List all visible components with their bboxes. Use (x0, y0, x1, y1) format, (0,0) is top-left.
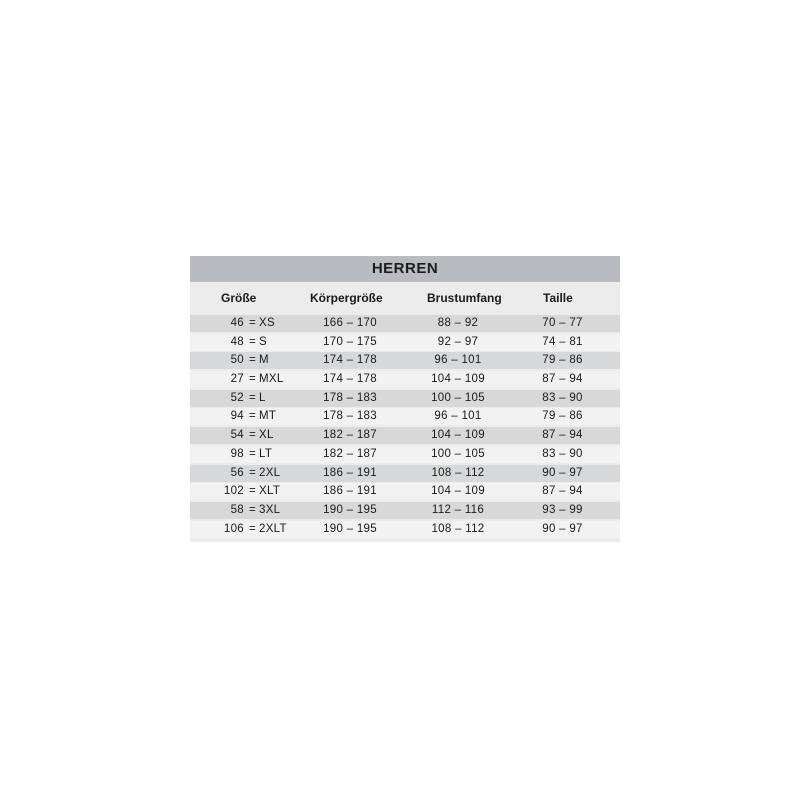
brustumfang-range: 104 – 109 (431, 485, 485, 498)
table-body (190, 315, 620, 539)
size-number: 106 (223, 522, 244, 535)
table-row (190, 521, 620, 538)
taille-range: 74 – 81 (542, 335, 583, 348)
taille-range: 79 – 86 (542, 354, 583, 367)
table-title: HERREN (190, 256, 620, 282)
koerpergroesse-range: 178 – 183 (323, 410, 377, 423)
size-code: 2XLT (259, 522, 287, 535)
size-number: 54 (230, 429, 244, 442)
size-number: 46 (230, 317, 244, 329)
brustumfang-range: 112 – 116 (431, 503, 485, 516)
koerpergroesse-range: 170 – 175 (323, 335, 377, 348)
brustumfang-range: 104 – 109 (431, 429, 485, 442)
taille-range: 83 – 90 (542, 447, 583, 460)
equals-sign: = (249, 429, 257, 442)
taille-range: 79 – 86 (542, 410, 583, 423)
taille-range: 90 – 97 (542, 522, 583, 535)
size-code: XL (259, 429, 274, 442)
table-row (190, 446, 620, 463)
taille-range: 87 – 94 (542, 373, 583, 386)
koerpergroesse-range: 190 – 195 (323, 522, 377, 535)
table-row (190, 390, 620, 407)
brustumfang-range: 96 – 101 (434, 354, 482, 367)
size-code: 3XL (259, 503, 281, 516)
equals-sign: = (249, 503, 257, 516)
koerpergroesse-range: 174 – 178 (323, 354, 377, 367)
size-number: 94 (230, 410, 244, 423)
brustumfang-range: 100 – 105 (431, 447, 485, 460)
brustumfang-range: 92 – 97 (437, 335, 479, 348)
equals-sign: = (249, 354, 257, 367)
koerpergroesse-range: 166 – 170 (323, 317, 377, 329)
size-number: 58 (230, 503, 244, 516)
header-brustumfang: Brustumfang (427, 291, 502, 305)
table-row (190, 427, 620, 444)
size-number: 102 (223, 485, 244, 498)
equals-sign: = (249, 373, 257, 386)
table-row (190, 352, 620, 369)
size-number: 98 (230, 447, 244, 460)
taille-range: 83 – 90 (542, 391, 583, 404)
size-code: LT (259, 447, 273, 460)
equals-sign: = (249, 391, 257, 404)
taille-range: 90 – 97 (542, 466, 583, 479)
equals-sign: = (249, 335, 257, 348)
size-code: MT (259, 410, 277, 423)
size-number: 50 (230, 354, 244, 367)
size-number: 56 (230, 466, 244, 479)
table-row (190, 502, 620, 519)
brustumfang-range: 108 – 112 (431, 466, 485, 479)
size-code: 2XL (259, 466, 281, 479)
brustumfang-range: 108 – 112 (431, 522, 485, 535)
size-code: XLT (259, 485, 281, 498)
brustumfang-range: 88 – 92 (437, 317, 479, 329)
table-row (190, 465, 620, 482)
size-chart-table (190, 256, 620, 542)
size-code: L (259, 391, 266, 404)
koerpergroesse-range: 190 – 195 (323, 503, 377, 516)
size-number: 52 (230, 391, 244, 404)
header-taille: Taille (543, 291, 573, 305)
equals-sign: = (249, 466, 257, 479)
brustumfang-range: 96 – 101 (434, 410, 482, 423)
brustumfang-range: 100 – 105 (431, 391, 485, 404)
size-code: M (259, 354, 269, 367)
size-code: S (259, 335, 267, 348)
koerpergroesse-range: 182 – 187 (323, 447, 377, 460)
size-code: MXL (259, 373, 284, 386)
koerpergroesse-range: 174 – 178 (323, 373, 377, 386)
equals-sign: = (249, 410, 257, 423)
taille-range: 70 – 77 (542, 317, 583, 329)
table-row (190, 371, 620, 388)
table-row (190, 408, 620, 425)
koerpergroesse-range: 178 – 183 (323, 391, 377, 404)
equals-sign: = (249, 522, 257, 535)
koerpergroesse-range: 182 – 187 (323, 429, 377, 442)
header-groesse: Größe (221, 291, 257, 305)
taille-range: 87 – 94 (542, 429, 583, 442)
size-code: XS (259, 317, 275, 329)
table-row (190, 315, 620, 332)
brustumfang-range: 104 – 109 (431, 373, 485, 386)
taille-range: 87 – 94 (542, 485, 583, 498)
equals-sign: = (249, 485, 257, 498)
table-row (190, 483, 620, 500)
koerpergroesse-range: 186 – 191 (323, 466, 377, 479)
size-number: 27 (230, 373, 244, 386)
header-koerpergroesse: Körpergröße (310, 291, 383, 305)
table-row (190, 334, 620, 351)
equals-sign: = (249, 447, 257, 460)
size-number: 48 (230, 335, 244, 348)
koerpergroesse-range: 186 – 191 (323, 485, 377, 498)
equals-sign: = (249, 317, 257, 329)
taille-range: 93 – 99 (542, 503, 583, 516)
header-row (190, 282, 620, 314)
